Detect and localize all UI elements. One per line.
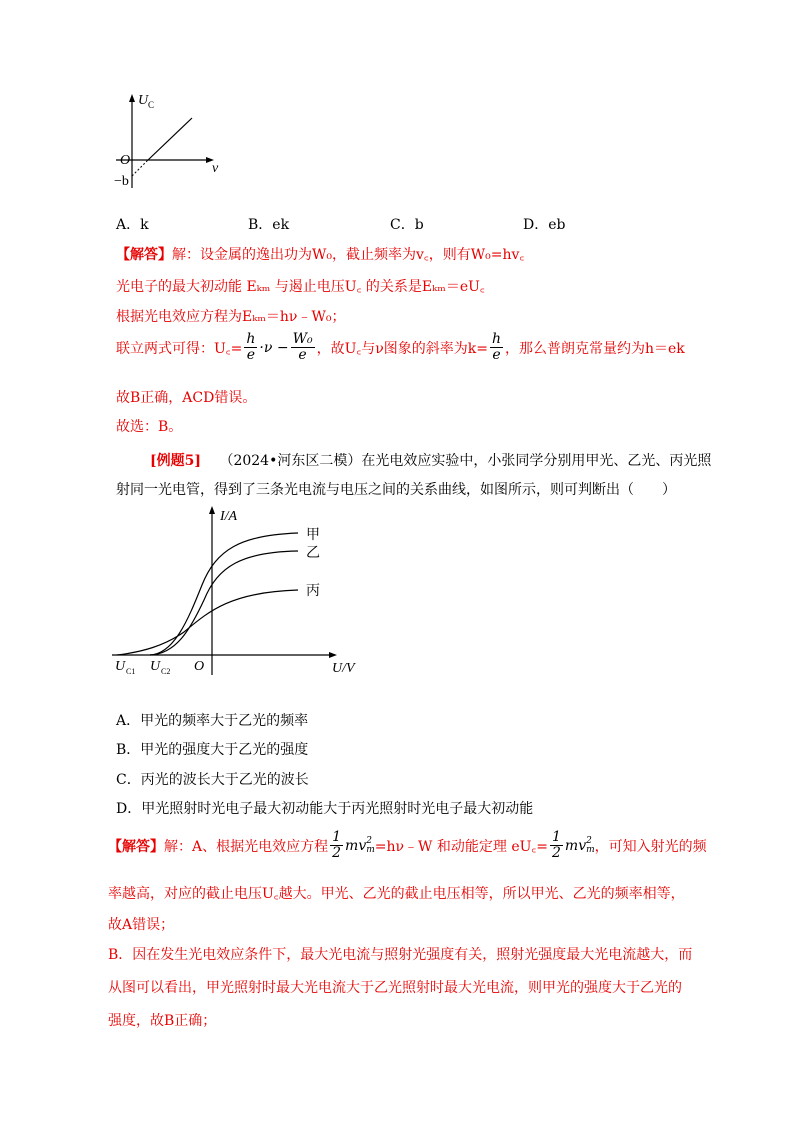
- fraction-half-2: [550, 830, 563, 862]
- ex4-answer-line2: 光电子的最大初动能 Eₖₘ 与遏止电压U꜀ 的关系是Eₖₘ＝eU꜀: [116, 279, 485, 295]
- ex4-answer-line6: 故选：B。: [116, 419, 183, 435]
- uc-axis-label: U: [138, 93, 149, 108]
- ex5-answer-line1: [108, 830, 707, 862]
- photocurrent-graph: [112, 500, 372, 685]
- mv1-sub: m: [366, 844, 375, 855]
- mv1: mv: [345, 837, 367, 854]
- mv-term-1: [345, 837, 375, 855]
- f3-den: e: [492, 347, 501, 364]
- half1-num: 1: [332, 829, 342, 845]
- example5-source: （2024•河东区二模）: [219, 453, 362, 469]
- uc-axis-sub: C: [148, 100, 155, 110]
- uc-frequency-graph: [108, 88, 228, 198]
- mv-term-2: [565, 837, 595, 855]
- ex5-option-d: D．甲光照射时光电子最大初动能大于丙光照射时光电子最大初动能: [116, 801, 534, 817]
- fraction-w0-over-e: [291, 332, 315, 364]
- ans1-c: =hν﹣W 和动能定理 eU꜀=: [374, 838, 548, 855]
- example5-tag: [例题5]: [150, 453, 201, 469]
- origin-label: O: [120, 153, 131, 168]
- voltage-axis-label: U/V: [332, 661, 355, 676]
- ans1-a: 解：A、根据光电效应方程: [164, 838, 329, 855]
- fraction-h-over-e: [244, 332, 257, 364]
- uc2-label: U: [150, 659, 161, 674]
- f1-den: e: [246, 347, 256, 364]
- ex5-answer-line6: 强度，故B正确；: [108, 1013, 217, 1029]
- label-bing: 丙: [306, 584, 320, 599]
- mv1-sup: 2: [366, 835, 372, 846]
- ex4-answer-line5: 故B正确，ACD错误。: [116, 390, 257, 406]
- current-axis-label: I/A: [220, 509, 238, 524]
- ex5-answer-line4: B．因在发生光电效应条件下，最大光电流与照射光强度有关，照射光强度最大光电流越大，而: [108, 947, 693, 963]
- ex4-line1-text: 解：设金属的逸出功为W₀，截止频率为v꜀，则有W₀=hv꜀: [172, 247, 525, 263]
- ex5-option-a: A．甲光的频率大于乙光的频率: [116, 713, 309, 729]
- mv2-sub: m: [586, 844, 595, 855]
- f3-num: h: [491, 331, 501, 347]
- half2-den: 2: [552, 845, 561, 862]
- line4-a: 联立两式可得：U꜀=: [116, 340, 243, 357]
- curve-jia: [150, 533, 298, 655]
- f2-den: e: [298, 347, 307, 364]
- f1-num: h: [246, 331, 256, 347]
- intercept-label: −b: [114, 174, 129, 189]
- ex5-answer-tag: 【解答】: [108, 838, 164, 855]
- line4-c: ，故U꜀与ν图象的斜率为k=: [316, 340, 488, 357]
- ex5-answer-line2: 率越高，对应的截止电压U꜀越大。甲光、乙光的截止电压相等，所以甲光、乙光的频率相等，: [108, 886, 685, 902]
- f2-num: W₀: [292, 331, 313, 347]
- ex5-option-c: C．丙光的波长大于乙光的波长: [116, 772, 309, 788]
- ex5-stem-line2: 射同一光电管，得到了三条光电流与电压之间的关系曲线，如图所示，则可判断出（ ）: [116, 482, 676, 498]
- fraction-h-over-e-2: [490, 332, 503, 364]
- ex4-option-c: C．b: [390, 217, 424, 233]
- ex4-answer-line3: 根据光电效应方程为Eₖₘ＝hν﹣W₀；: [116, 309, 346, 325]
- ex4-option-b: B．ek: [248, 217, 290, 233]
- half2-num: 1: [552, 829, 561, 845]
- ex5-option-b: B．甲光的强度大于乙光的强度: [116, 742, 309, 758]
- ex5-answer-line5: 从图可以看出，甲光照射时最大光电流大于乙光照射时最大光电流，则甲光的强度大于乙光的: [108, 980, 682, 996]
- ex5-answer-line3: 故A错误；: [108, 917, 175, 933]
- origin2-label: O: [194, 659, 205, 674]
- uc1-label: U: [115, 659, 126, 674]
- label-yi: 乙: [306, 546, 320, 561]
- ex4-answer-line4: [116, 332, 685, 364]
- nu-axis-label: ν: [212, 161, 219, 176]
- line4-d: ，那么普朗克常量约为h＝ek: [504, 340, 685, 357]
- label-jia: 甲: [306, 528, 320, 543]
- ex4-option-a: A．k: [116, 217, 149, 233]
- uc2-sub: C2: [161, 667, 171, 676]
- half1-den: 2: [332, 845, 342, 862]
- ex4-option-d: D．eb: [523, 217, 566, 233]
- ex5-stem-line1: [150, 450, 711, 470]
- answer-tag: 【解答】: [116, 247, 172, 263]
- uc1-sub: C1: [126, 667, 136, 676]
- ans1-e: ，可知入射光的频: [594, 838, 707, 855]
- fraction-half-1: [330, 830, 343, 862]
- example5-stem1: 在光电效应实验中，小张同学分别用甲光、乙光、丙光照: [361, 453, 712, 469]
- mv2: mv: [564, 837, 587, 854]
- line4-b: ·ν −: [259, 339, 289, 356]
- mv2-sup: 2: [586, 835, 592, 846]
- curve-bing: [117, 590, 298, 655]
- ex4-answer-line1: [116, 244, 524, 264]
